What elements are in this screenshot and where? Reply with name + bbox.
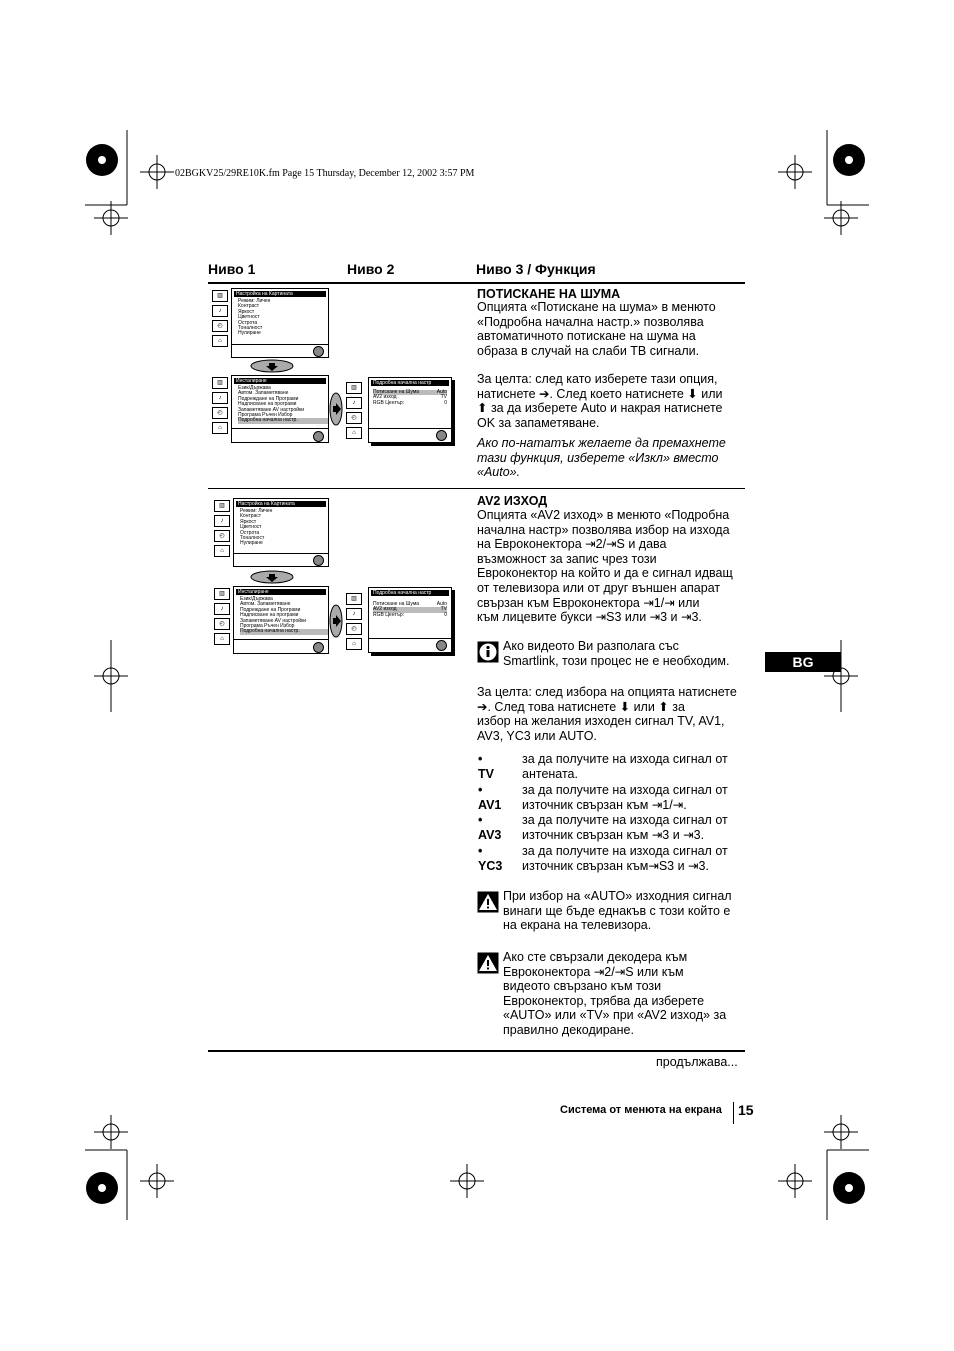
menu-item: Потискане на Шума	[373, 389, 420, 395]
warning-note-1: При избор на «AUTO» изходния сигнал винаги ще бъде еднакъв с този който е на екрана на телевизора.	[503, 889, 732, 933]
menu-item: Потискане на Шума	[373, 601, 420, 607]
section2-p2: За целта: след избора на опцията натиснете ➔. След това натиснете ⬇ или ⬆ за избор на желания изходен сигнал TV, AV1, AV3, YC3 или AUTO.	[477, 685, 737, 743]
menu-value: 0	[444, 611, 447, 618]
menu-item: Тоналност	[238, 325, 263, 332]
ok-icon	[436, 640, 447, 651]
menu-item: Острота	[240, 529, 260, 536]
menu-item: Цветност	[238, 314, 260, 321]
menu-value: Auto	[436, 389, 447, 395]
menu-item: RGB Център:	[373, 611, 405, 618]
detail-menu-1	[368, 377, 452, 443]
continues-label: продължава...	[656, 1055, 738, 1069]
menu-value: TV	[440, 394, 447, 401]
menu-icons-1: ▥ ♪ ◴ ⌂	[212, 290, 230, 350]
warning-icon	[477, 891, 499, 913]
menu-item: Подробна начална настр.	[238, 418, 328, 423]
menu-item: Подреждане на Програми	[240, 606, 301, 613]
section1-p2: За целта: след като изберете тази опция, натиснете ➔. След което натиснете ⬇ или ⬆ за да изберете Auto и накрая натиснете OK за запаметяване.	[477, 372, 723, 430]
menu-title: Настройка на Картината	[234, 291, 326, 297]
menu-item: Автом. Запаметяване	[240, 601, 291, 608]
menu-item: Контраст	[238, 303, 260, 310]
menu-item: Цветност	[240, 524, 262, 531]
info-icon	[477, 641, 499, 663]
section1-p1: Опцията «Потискане на шума» в менюто «Подробна начална настр.» позволява автоматичното потискане на шума на образа в случай на слаби ТВ сигнали.	[477, 300, 716, 358]
install-menu-1	[231, 375, 329, 443]
header-rule	[208, 282, 745, 284]
menu-item: Режим: Личен	[238, 298, 271, 304]
down-arrow-icon	[250, 570, 294, 584]
col-level1: Ниво 1	[208, 261, 256, 277]
picture-menu-1	[231, 288, 329, 358]
menu-title: Инсталиране	[234, 378, 326, 384]
menu-item: Режим: Личен	[240, 508, 273, 514]
down-arrow-icon	[250, 359, 294, 373]
menu-icons-6: ▥ ♪ ◴ ⌂	[346, 593, 364, 653]
language-tab: BG	[765, 652, 841, 672]
menu-title: Инсталиране	[236, 589, 326, 595]
menu-icons-5: ▥ ♪ ◴ ⌂	[214, 588, 232, 648]
menu-item: Тоналност	[240, 535, 265, 542]
col-level2: Ниво 2	[347, 261, 395, 277]
menu-title: Подробна начална настр	[371, 380, 449, 386]
picture-menu-2	[233, 498, 329, 567]
menu-icons-4: ▥ ♪ ◴ ⌂	[214, 500, 232, 560]
ok-icon	[313, 555, 324, 566]
menu-item: Контраст	[240, 513, 262, 520]
section-rule	[208, 488, 745, 489]
menu-item: RGB Център:	[373, 399, 405, 406]
ok-icon	[313, 346, 324, 357]
install-menu-2	[233, 586, 329, 654]
ok-icon	[313, 642, 324, 653]
menu-item: Програма Ръчен Избор	[238, 412, 293, 419]
menu-item: Подреждане на Програми	[238, 395, 299, 402]
right-arrow-icon	[329, 604, 343, 638]
menu-item: Острота	[238, 319, 258, 326]
menu-icons-2: ▥ ♪ ◴ ⌂	[212, 377, 230, 437]
menu-item: Нулиране	[238, 330, 261, 337]
menu-item: Запаметяване AV настройки	[240, 617, 307, 624]
menu-item: Нулиране	[240, 540, 263, 547]
detail-menu-2	[368, 587, 452, 653]
menu-item: Надписване на програми	[240, 612, 299, 619]
ok-icon	[313, 431, 324, 442]
menu-value: 0	[444, 399, 447, 406]
page-number: 15	[738, 1102, 754, 1118]
menu-value: TV	[440, 606, 447, 613]
warning-note-2: Ако сте свързали декодера към Евроконектора ⇥2/⇥S или към видеото свързано към този Евроконектор, трябва да изберете «AUTO» или «TV» при «AV2 изход» за правилно декодиране.	[503, 950, 727, 1037]
section2-p1: Опцията «AV2 изход» в менюто «Подробна начална настр» позволява избор на изхода на Евроконектора ⇥2/⇥S и дава възможност за запис чрез този Евроконектор на който и да е сигнал идващ от телевизора или от друг външен апарат свързан към Евроконектора ⇥1/⇥ или към лицевите букси ⇥S3 или ⇥3 и ⇥3.	[477, 508, 733, 625]
section1-p3: Ако по-нататък желаете да премахнете тази функция, изберете «Изкл» вместо «Auto».	[477, 436, 726, 480]
menu-item: Език/Държава	[240, 596, 273, 602]
info-note: Ако видеото Ви разполага със Smartlink, този процес не е необходим.	[503, 639, 730, 668]
ok-icon	[436, 430, 447, 441]
menu-item: Яркост	[240, 518, 257, 525]
menu-item: Яркост	[238, 308, 255, 315]
col-level3: Ниво 3 / Функция	[476, 261, 596, 277]
footer-divider	[733, 1102, 734, 1124]
menu-item: Надписване на програми	[238, 401, 297, 408]
warning-icon	[477, 952, 499, 974]
menu-item: Подробна начална настр.	[240, 629, 328, 634]
section1-title: ПОТИСКАНЕ НА ШУМА	[477, 287, 621, 301]
footer-section: Система от менюта на екрана	[560, 1104, 722, 1116]
menu-item: AV2 изход	[373, 606, 397, 613]
menu-item: AV2 изход	[373, 394, 397, 401]
menu-title: Подробна начална настр	[371, 590, 449, 596]
menu-value: Auto	[436, 601, 447, 607]
menu-item: Запаметяване AV настройки	[238, 406, 305, 413]
bottom-rule	[208, 1050, 745, 1052]
right-arrow-icon	[329, 392, 343, 426]
menu-item: Език/Държава	[238, 385, 271, 391]
section2-title: AV2 ИЗХОД	[477, 494, 548, 508]
menu-title: Настройка на Картината	[236, 501, 326, 507]
file-info: 02BGKV25/29RE10K.fm Page 15 Thursday, December 12, 2002 3:57 PM	[175, 168, 475, 179]
menu-item: Автом. Запаметяване	[238, 390, 289, 397]
menu-icons-3: ▥ ♪ ◴ ⌂	[346, 382, 364, 442]
menu-item: Програма Ръчен Избор	[240, 623, 295, 630]
